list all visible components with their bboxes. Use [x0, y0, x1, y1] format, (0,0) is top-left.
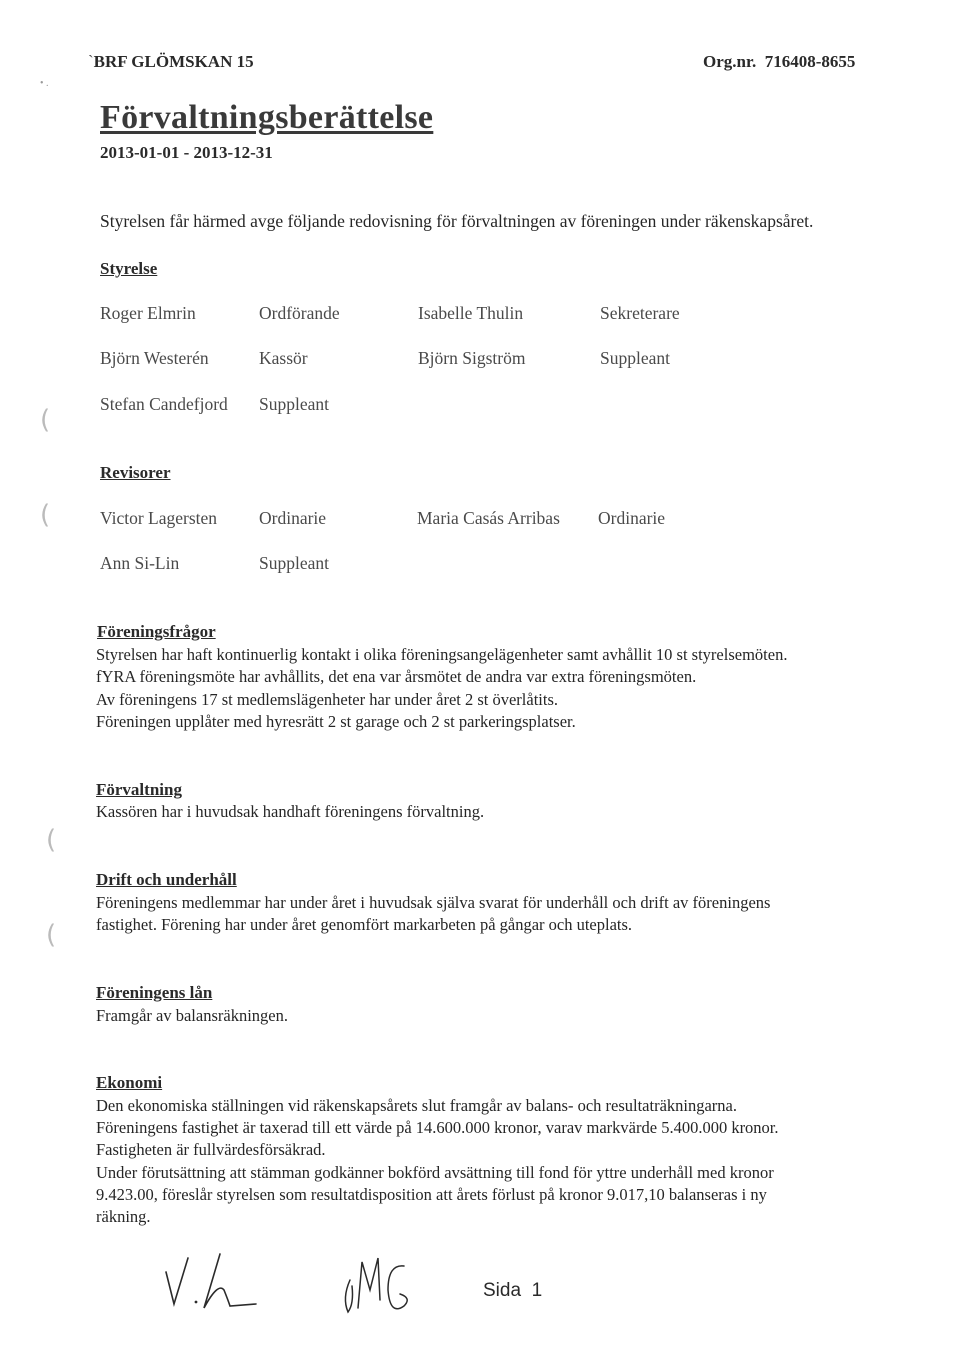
- scan-dots: • .: [40, 78, 49, 89]
- paragraph-line: 9.423.00, föreslår styrelsen som resultatdisposition att årets förlust på kronor 9.017,10 balanseras i ny: [96, 1185, 767, 1204]
- page-number: Sida 1: [483, 1280, 543, 1301]
- board-member-name: Roger Elmrin: [100, 303, 196, 323]
- punch-hole-mark: (: [46, 920, 57, 950]
- auditor-name: Ann Si-Lin: [100, 553, 180, 573]
- paragraph-line: Föreningens fastighet är taxerad till ett värde på 14.600.000 kronor, varav markvärde 5.400.000 kronor.: [96, 1118, 779, 1137]
- drift-heading: Drift och underhåll: [96, 870, 237, 889]
- board-member-role: Sekreterare: [600, 303, 680, 323]
- signature-initials-mg: [338, 1250, 418, 1322]
- forvaltning-heading: Förvaltning: [96, 780, 182, 799]
- board-member-name: Stefan Candefjord: [100, 394, 228, 414]
- intro-text: Styrelsen får härmed avge följande redovisning för förvaltningen av föreningen under räkenskapsåret.: [100, 211, 814, 231]
- punch-hole-mark: (: [40, 500, 51, 530]
- paragraph-line: räkning.: [96, 1207, 151, 1226]
- board-member-name: Björn Sigström: [418, 348, 526, 368]
- signature-initials-vl: [158, 1252, 268, 1312]
- punch-hole-mark: (: [40, 405, 51, 435]
- auditor-name: Maria Casás Arribas: [417, 508, 560, 528]
- paragraph-line: Fastigheten är fullvärdesförsäkrad.: [96, 1140, 326, 1159]
- report-period: 2013-01-01 - 2013-12-31: [100, 143, 273, 162]
- lan-heading: Föreningens lån: [96, 983, 213, 1002]
- board-member-name: Isabelle Thulin: [418, 303, 524, 323]
- ekonomi-heading: Ekonomi: [96, 1073, 163, 1092]
- paragraph-line: Kassören har i huvudsak handhaft föreningens förvaltning.: [96, 802, 485, 821]
- paragraph-line: Under förutsättning att stämman godkänner bokförd avsättning till fond för yttre underhåll med kronor: [96, 1163, 774, 1182]
- association-name: `BRF GLÖMSKAN 15: [88, 52, 254, 71]
- board-member-role: Kassör: [259, 348, 308, 368]
- paragraph-line: Föreningens medlemmar har under året i huvudsak själva svarat för underhåll och drift av föreningens: [96, 893, 771, 912]
- page-title: Förvaltningsberättelse: [100, 99, 434, 136]
- paragraph-line: Framgår av balansräkningen.: [96, 1006, 288, 1025]
- paragraph-line: Föreningen upplåter med hyresrätt 2 st garage och 2 st parkeringsplatser.: [96, 712, 576, 731]
- styrelse-heading: Styrelse: [100, 259, 158, 278]
- revisorer-heading: Revisorer: [100, 463, 171, 482]
- board-member-role: Suppleant: [259, 394, 329, 414]
- board-member-role: Ordförande: [259, 303, 340, 323]
- paragraph-line: Den ekonomiska ställningen vid räkenskapsårets slut framgår av balans- och resultaträkningarna.: [96, 1096, 738, 1115]
- punch-hole-mark: (: [46, 825, 57, 855]
- board-member-role: Suppleant: [600, 348, 670, 368]
- auditor-role: Ordinarie: [598, 508, 666, 528]
- org-number: Org.nr. 716408-8655: [703, 52, 856, 71]
- paragraph-line: Styrelsen har haft kontinuerlig kontakt i olika föreningsangelägenheter samt avhållit 10 st styrelsemöten.: [96, 645, 788, 664]
- board-member-name: Björn Westerén: [100, 348, 209, 368]
- paragraph-line: Av föreningens 17 st medlemslägenheter har under året 2 st överlåtits.: [96, 690, 559, 709]
- auditor-role: Suppleant: [259, 553, 329, 573]
- auditor-role: Ordinarie: [259, 508, 327, 528]
- paragraph-line: fYRA föreningsmöte har avhållits, det ena var årsmötet de andra var extra föreningsmöten.: [96, 667, 697, 686]
- auditor-name: Victor Lagersten: [100, 508, 218, 528]
- foreningsfragor-heading: Föreningsfrågor: [97, 622, 216, 641]
- paragraph-line: fastighet. Förening har under året genomfört markarbeten på gångar och uteplats.: [96, 915, 633, 934]
